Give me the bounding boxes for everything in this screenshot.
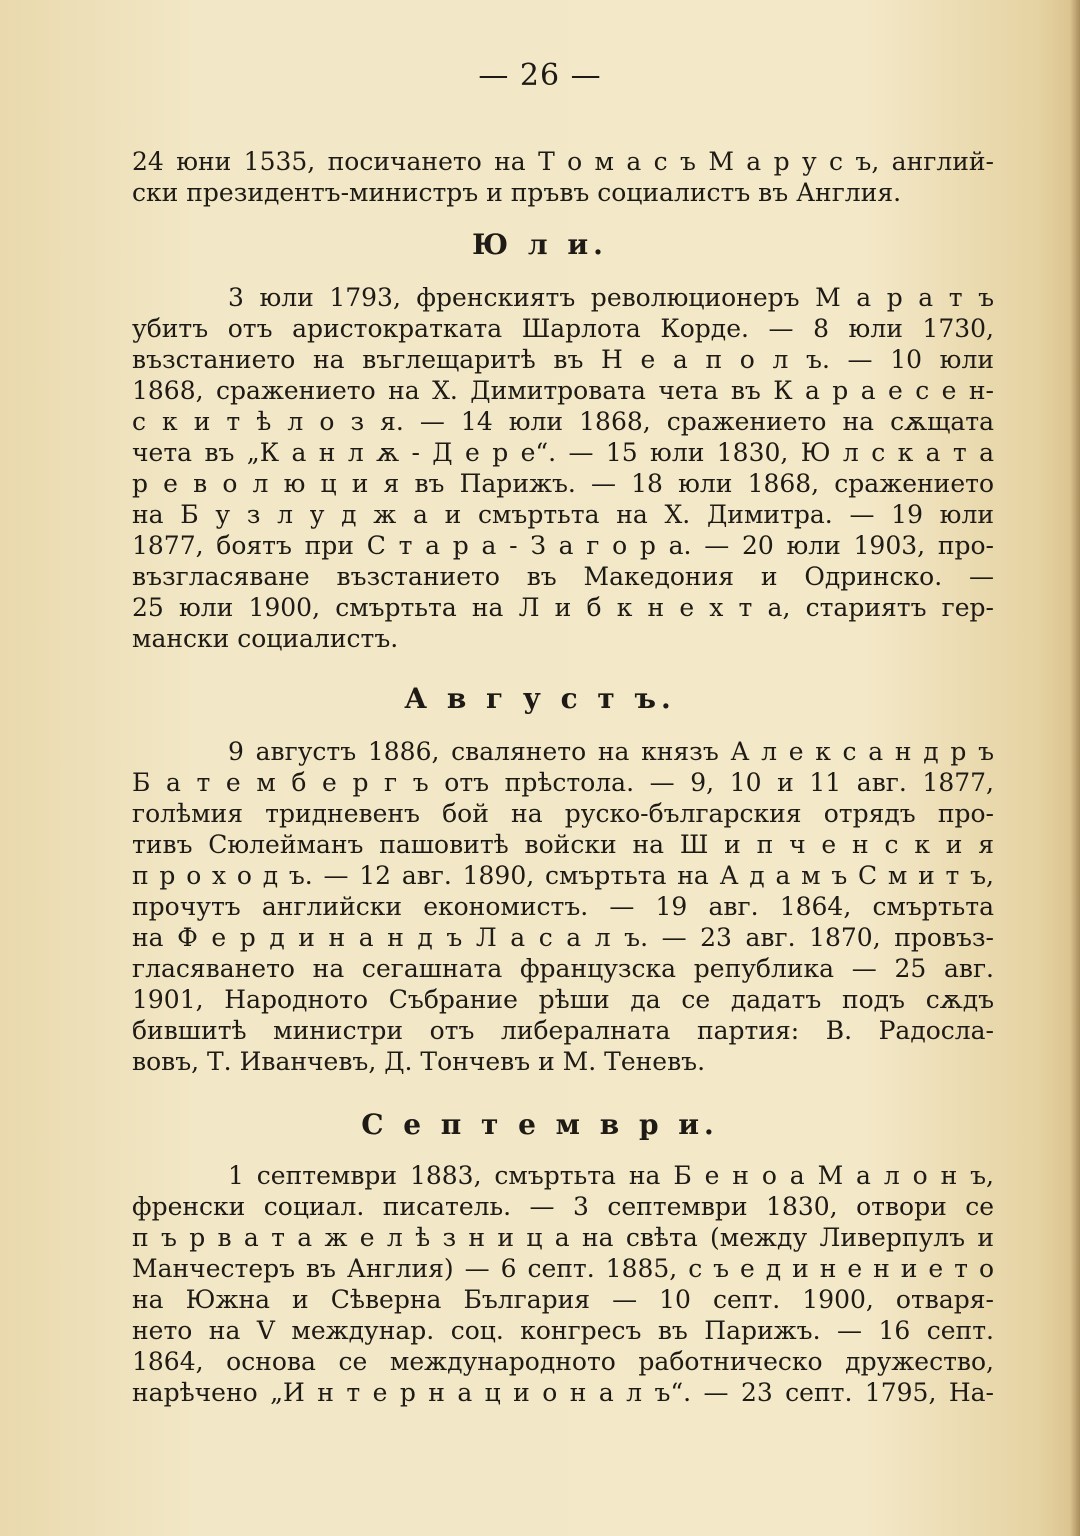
text-line: 1864, основа се международното работническо дружество, [132, 1347, 994, 1376]
september-paragraph [132, 1160, 994, 1408]
text-line: 1901, Народното Събрание рѣши да се дадатъ подъ сѫдъ [132, 985, 994, 1014]
text-line: 25 юли 1900, смъртьта на Л и б к н е х т а, стариятъ гер- [132, 593, 994, 622]
text-line: гласяването на сегашната французска република — 25 авг. [132, 954, 994, 983]
text-line: френски социал. писатель. — 3 септември 1830, отвори се [132, 1192, 994, 1221]
text-line: Б а т е м б е р г ъ отъ прѣстола. — 9, 10 и 11 авг. 1877, [132, 768, 994, 797]
section-heading-august: А в г у с т ъ. [404, 682, 676, 715]
text-line: п р о х о д ъ. — 12 авг. 1890, смъртьта на А д а м ъ С м и т ъ, [132, 861, 994, 890]
section-heading-september: С е п т е м в р и. [361, 1108, 719, 1141]
text-line: възгласяване възстанието въ Македония и Одринско. — [132, 562, 994, 591]
text-line: р е в о л ю ц и я въ Парижъ. — 18 юли 1868, сражението [132, 469, 994, 498]
august-paragraph [132, 736, 994, 1077]
text-line: 9 августъ 1886, свалянето на князъ А л е к с а н д р ъ [228, 737, 994, 766]
text-line: на Б у з л у д ж а и смъртьта на Х. Димитра. — 19 юли [132, 500, 994, 529]
text-line: ски президентъ-министръ и пръвъ социалистъ въ Англия. [132, 178, 902, 207]
text-line: нарѣчено „И н т е р н а ц и о н а л ъ“. — 23 септ. 1795, На- [132, 1378, 994, 1407]
page-number: — 26 — [478, 58, 602, 93]
text-line: 1 септември 1883, смъртьта на Б е н о а М а л о н ъ, [228, 1161, 994, 1190]
text-line: Манчестеръ въ Англия) — 6 септ. 1885, с ъ е д и н е н и е т о [132, 1254, 994, 1283]
text-line: прочутъ английски економистъ. — 19 авг. 1864, смъртьта [132, 892, 994, 921]
text-line: нето на V междунар. соц. конгресъ въ Парижъ. — 16 септ. [132, 1316, 994, 1345]
july-paragraph [132, 282, 994, 654]
text-line: на Южна и Сѣверна България — 10 септ. 1900, отваря- [132, 1285, 994, 1314]
text-line: 3 юли 1793, френскиятъ революционеръ М а р а т ъ [228, 283, 994, 312]
text-line: тивъ Сюлейманъ пашовитѣ войски на Ш и п ч е н с к и я [132, 830, 994, 859]
text-line: 1868, сражението на Х. Димитровата чета въ К а р а е с е н- [132, 376, 994, 405]
text-line: п ъ р в а т а ж е л ѣ з н и ц а на свѣта (между Ливерпулъ и [132, 1223, 994, 1252]
text-line: 24 юни 1535, посичането на Т о м а с ъ М а р у с ъ, англий- [132, 147, 994, 176]
text-line: с к и т ѣ л о з я. — 14 юли 1868, сражението на сѫщата [132, 407, 994, 436]
text-line: голѣмия тридневенъ бой на руско-българския отрядъ про- [132, 799, 994, 828]
text-line: убитъ отъ аристократката Шарлота Корде. — 8 юли 1730, [132, 314, 994, 343]
text-line: бившитѣ министри отъ либералната партия: В. Радосла- [132, 1016, 994, 1045]
text-line: вовъ, Т. Иванчевъ, Д. Тончевъ и М. Теневъ. [132, 1047, 706, 1076]
section-heading-july: Ю л и. [472, 228, 608, 261]
text-line: възстанието на въглещаритѣ въ Н е а п о л ъ. — 10 юли [132, 345, 994, 374]
text-line: на Ф е р д и н а н д ъ Л а с а л ъ. — 23 авг. 1870, провъз- [132, 923, 994, 952]
text-line: мански социалистъ. [132, 624, 399, 653]
text-line: чета въ „К а н л ѫ - Д е р е“. — 15 юли 1830, Ю л с к а т а [132, 438, 994, 467]
text-line: 1877, боятъ при С т а р а - З а г о р а. — 20 юли 1903, про- [132, 531, 994, 560]
intro-paragraph [132, 146, 994, 208]
